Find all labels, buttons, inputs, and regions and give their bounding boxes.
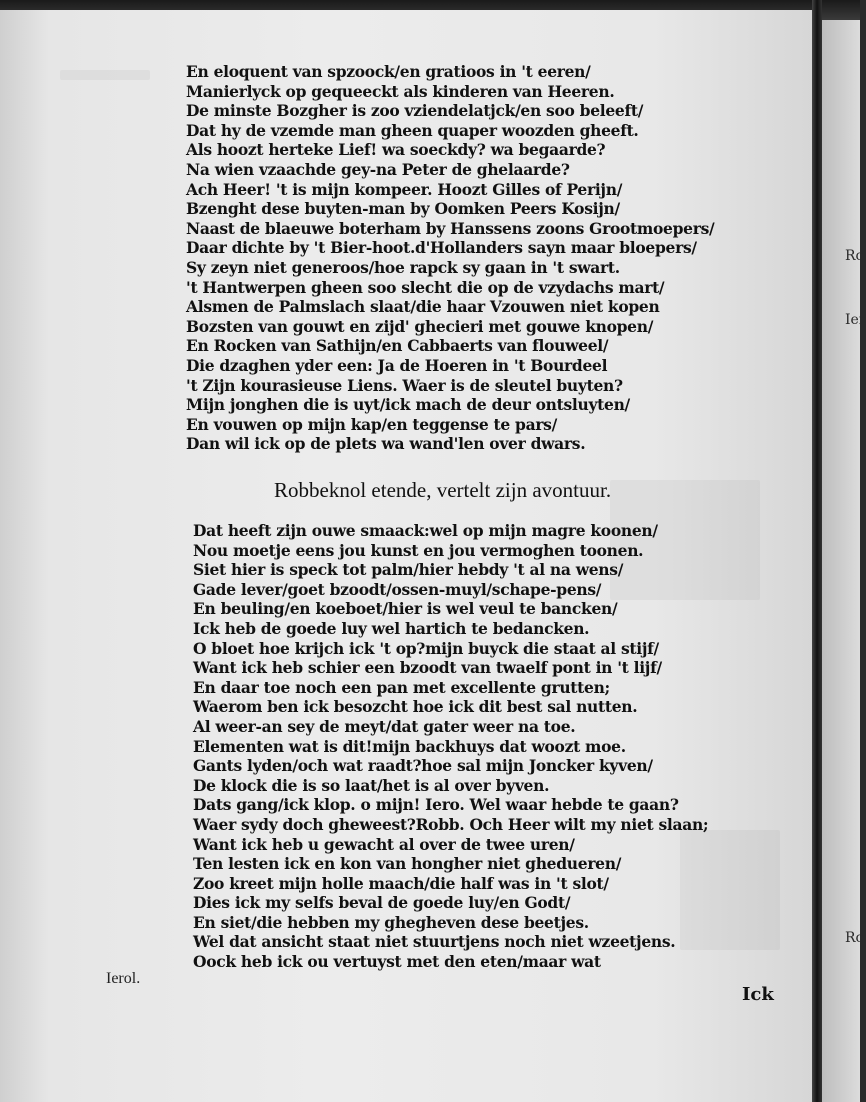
- verse-line: Ach Heer! 't is mijn kompeer. Hoozt Gilles of Perijn/: [186, 179, 623, 199]
- verse-line: Dat heeft zijn ouwe smaack:wel op mijn magre koonen/: [193, 521, 658, 540]
- verse-line: Mijn jonghen die is uyt/ick mach de deur ontsluyten/: [186, 395, 630, 415]
- verse-line: Manierlyck op gequeeckt als kinderen van Heeren.: [186, 81, 615, 101]
- verse-line: En eloquent van spzoock/en gratioos in 't eeren/: [186, 62, 591, 81]
- verse-line: Oock heb ick ou vertuyst met den eten/maar wat: [193, 952, 601, 972]
- speaker-margin-note: Ierol.: [106, 970, 141, 987]
- book-gutter: [812, 0, 822, 1102]
- facing-page-fragment: Ro: [845, 248, 864, 264]
- verse-line: Dats gang/ick klop. o mijn! Iero. Wel waar hebde te gaan?: [193, 795, 679, 815]
- verse-line: Zoo kreet mijn holle maach/die half was in 't slot/: [193, 873, 609, 893]
- verse-line: De minste Bozgher is zoo vziendelatjck/en soo beleeft/: [186, 101, 644, 121]
- verse-line: Want ick heb schier een bzoodt van twaelf pont in 't lijf/: [193, 658, 662, 678]
- verse-line: Gade lever/goet bzoodt/ossen-muyl/schape-pens/: [193, 579, 602, 599]
- verse-line: Als hoozt herteke Lief! wa soeckdy? wa begaarde?: [186, 140, 606, 160]
- verse-line: Ick heb de goede luy wel hartich te bedancken.: [193, 618, 590, 638]
- verse-line: Na wien vzaachde gey-na Peter de ghelaarde?: [186, 159, 570, 179]
- verse-line: Nou moetje eens jou kunst en jou vermoghen toonen.: [193, 540, 644, 560]
- verse-line: Dan wil ick op de plets wa wand'len over dwars.: [186, 434, 586, 454]
- verse-block-top: [186, 62, 714, 454]
- bleed-through-mark: [60, 70, 150, 80]
- verse-line: Naast de blaeuwe boterham by Hanssens zoons Grootmoepers/: [186, 218, 715, 238]
- verse-line: O bloet hoe krijch ick 't op?mijn buyck die staat al stijf/: [193, 638, 659, 658]
- verse-line: Siet hier is speck tot palm/hier hebdy 't al na wens/: [193, 560, 624, 580]
- verse-line: Daar dichte by 't Bier-hoot.d'Hollanders sayn maar bloepers/: [186, 238, 697, 258]
- verse-line: Waer sydy doch gheweest?Robb. Och Heer wilt my niet slaan;: [193, 814, 709, 834]
- verse-line: Dat hy de vzemde man gheen quaper woozden gheeft.: [186, 120, 639, 140]
- verse-line: Bzenght dese buyten-man by Oomken Peers Kosijn/: [186, 199, 620, 219]
- verse-line: Dies ick my selfs beval de goede luy/en Godt/: [193, 893, 571, 913]
- verse-line: En siet/die hebben my ghegheven dese beetjes.: [193, 912, 589, 932]
- verse-block-bottom: [193, 521, 708, 972]
- verse-line: Bozsten van gouwt en zijd' ghecieri met gouwe knopen/: [186, 316, 654, 336]
- verse-line: Ten lesten ick en kon van hongher niet ghedueren/: [193, 854, 622, 874]
- verse-line: En daar toe noch een pan met excellente grutten;: [193, 677, 610, 697]
- verse-line: En vouwen op mijn kap/en teggense te pars/: [186, 414, 557, 434]
- facing-page-fragment: Ier: [845, 312, 866, 328]
- verse-line: Gants lyden/och wat raadt?hoe sal mijn Joncker kyven/: [193, 756, 653, 776]
- facing-page-fragment: Ro: [845, 930, 864, 946]
- verse-line: Die dzaghen yder een: Ja de Hoeren in 't Bourdeel: [186, 355, 608, 375]
- verse-line: Want ick heb u gewacht al over de twee uren/: [193, 834, 575, 854]
- verse-line: De klock die is so laat/het is al over byven.: [193, 775, 550, 795]
- verse-line: 't Hantwerpen gheen soo slecht die op de vzydachs mart/: [186, 277, 665, 297]
- verse-line: En Rocken van Sathijn/en Cabbaerts van flouweel/: [186, 336, 609, 356]
- verse-line: Sy zeyn niet generoos/hoe rapck sy gaan in 't swart.: [186, 257, 620, 277]
- section-heading: Robbeknol etende, vertelt zijn avontuur.: [274, 478, 612, 502]
- verse-line: Wel dat ansicht staat niet stuurtjens noch niet wzeetjens.: [193, 932, 676, 952]
- catchword: Ick: [742, 984, 774, 1005]
- verse-line: Elementen wat is dit!mijn backhuys dat woozt moe.: [193, 736, 626, 756]
- verse-line: Al weer-an sey de meyt/dat gater weer na toe.: [193, 716, 576, 736]
- verse-line: Waerom ben ick besozcht hoe ick dit best sal nutten.: [193, 697, 638, 717]
- verse-line: En beuling/en koeboet/hier is wel veul te bancken/: [193, 599, 618, 619]
- verse-line: 't Zijn kourasieuse Liens. Waer is de sleutel buyten?: [186, 375, 623, 395]
- verse-line: Alsmen de Palmslach slaat/die haar Vzouwen niet kopen: [186, 297, 660, 317]
